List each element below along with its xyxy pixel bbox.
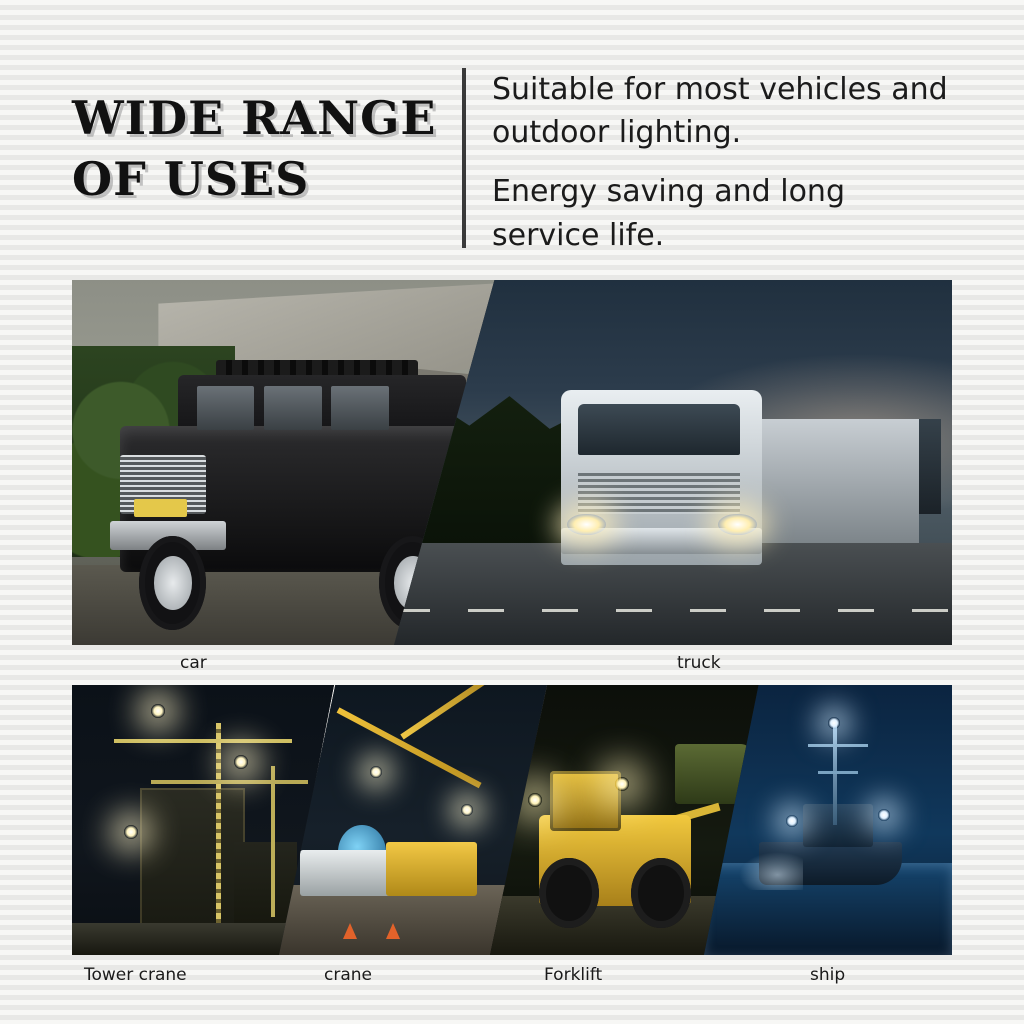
label-tower-crane: Tower crane: [84, 965, 187, 985]
subheading-line-1: Suitable for most vehicles and outdoor lighting.: [492, 72, 948, 151]
label-forklift: Forklift: [544, 965, 603, 985]
gallery-row-bottom: [72, 685, 952, 955]
label-car: car: [180, 653, 207, 673]
usage-gallery: [72, 280, 952, 995]
headline: [72, 66, 462, 209]
gallery-labels-bottom: [72, 955, 952, 995]
label-truck: truck: [677, 653, 721, 673]
header-block: [72, 66, 952, 256]
headline-line-2: OF USES: [72, 151, 310, 206]
label-ship: ship: [810, 965, 846, 985]
gallery-row-top: [72, 280, 952, 645]
vertical-divider: [462, 68, 466, 248]
subheading-block: [492, 66, 952, 257]
gallery-labels-top: [72, 645, 952, 683]
headline-line-1: WIDE RANGE: [72, 91, 437, 145]
subheading-line-2: Energy saving and long service life.: [492, 174, 845, 253]
label-crane: crane: [324, 965, 372, 985]
